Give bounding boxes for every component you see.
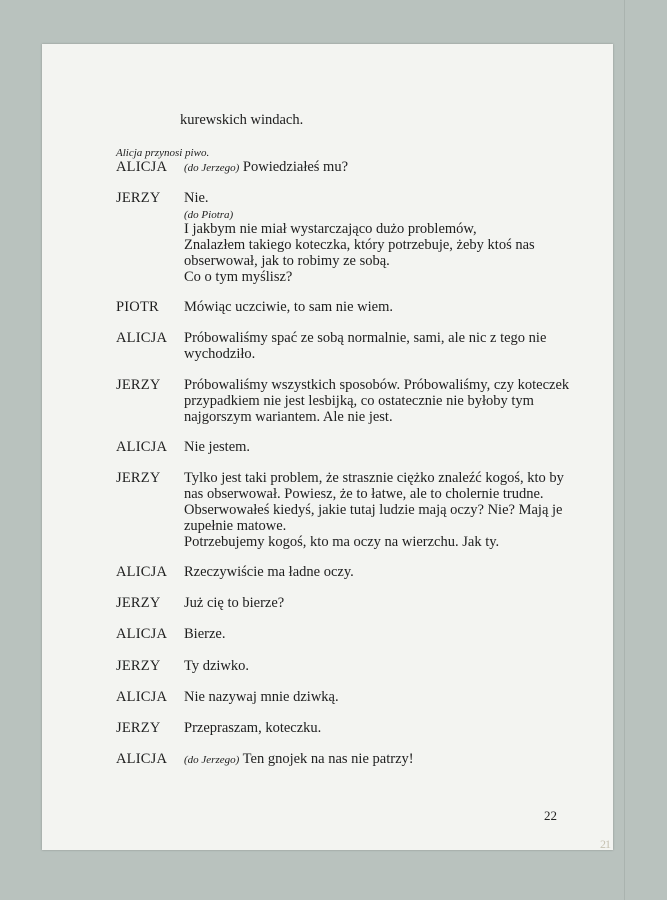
dialogue-line: Próbowaliśmy wszystkich sposobów. Próbowaliśmy, czy koteczek — [184, 377, 570, 393]
dialogue-line: najgorszym wariantem. Ale nie jest. — [184, 409, 393, 425]
dialogue-line: Przepraszam, koteczku. — [184, 720, 322, 736]
stage-direction: (do Jerzego) — [184, 754, 240, 766]
speaker-name: JERZY — [116, 190, 161, 206]
speaker-name: PIOTR — [116, 299, 159, 315]
archive-stamp: 21 — [600, 837, 610, 851]
dialogue-line: Tylko jest taki problem, że strasznie ciężko znaleźć kogoś, kto by — [184, 470, 564, 486]
page-number: 22 — [544, 808, 557, 823]
speaker-name: ALICJA — [116, 330, 168, 346]
dialogue-line: Co o tym myślisz? — [184, 269, 293, 285]
script-page — [42, 44, 613, 850]
speaker-name: ALICJA — [116, 439, 168, 455]
dialogue-line: Bierze. — [184, 626, 226, 642]
dialogue-line: wychodziło. — [184, 346, 256, 362]
speaker-name: JERZY — [116, 595, 161, 611]
dialogue-line: Nie. — [184, 190, 209, 206]
speaker-name: ALICJA — [116, 751, 168, 767]
dialogue-line: Obserwowałeś kiedyś, jakie tutaj ludzie mają oczy? Nie? Mają je — [184, 502, 563, 518]
stage-direction: Alicja przynosi piwo. — [116, 147, 210, 159]
stage-direction: (do Piotra) — [184, 209, 234, 221]
dialogue-line: I jakbym nie miał wystarczająco dużo problemów, — [184, 221, 477, 237]
dialogue-line: nas obserwował. Powiesz, że to łatwe, ale to cholernie trudne. — [184, 486, 544, 502]
speaker-name: ALICJA — [116, 159, 168, 175]
speaker-name: ALICJA — [116, 564, 168, 580]
continued-line: kurewskich windach. — [180, 112, 304, 128]
dialogue-line: przypadkiem nie jest lesbijką, co ostatecznie nie byłoby tym — [184, 393, 534, 409]
dialogue-line: obserwował, jak to robimy ze sobą. — [184, 253, 390, 269]
dialogue-line: Rzeczywiście ma ładne oczy. — [184, 564, 354, 580]
dialogue-line: Nie jestem. — [184, 439, 251, 455]
dialogue-line: Mówiąc uczciwie, to sam nie wiem. — [184, 299, 393, 315]
speaker-name: ALICJA — [116, 689, 168, 705]
dialogue-line: Potrzebujemy kogoś, kto ma oczy na wierzchu. Jak ty. — [184, 534, 500, 550]
dialogue-line: Ten gnojek na nas nie patrzy! — [242, 751, 414, 767]
dialogue-line: zupełnie matowe. — [184, 518, 287, 534]
dialogue-line: Próbowaliśmy spać ze sobą normalnie, sami, ale nic z tego nie — [184, 330, 547, 346]
dialogue-line: Ty dziwko. — [184, 658, 250, 674]
speaker-name: JERZY — [116, 658, 161, 674]
dialogue-line: Już cię to bierze? — [184, 595, 285, 611]
stage-direction: (do Jerzego) — [184, 162, 240, 174]
dialogue-line: Nie nazywaj mnie dziwką. — [184, 689, 339, 705]
dialogue-line: Znalazłem takiego koteczka, który potrzebuje, żeby ktoś nas — [184, 237, 535, 253]
speaker-name: JERZY — [116, 377, 161, 393]
dialogue-text — [184, 159, 348, 177]
dialogue-line: Powiedziałeś mu? — [242, 159, 349, 175]
dialogue-text — [184, 751, 414, 769]
speaker-name: ALICJA — [116, 626, 168, 642]
speaker-name: JERZY — [116, 720, 161, 736]
speaker-name: JERZY — [116, 470, 161, 486]
scan-edge — [624, 0, 625, 900]
